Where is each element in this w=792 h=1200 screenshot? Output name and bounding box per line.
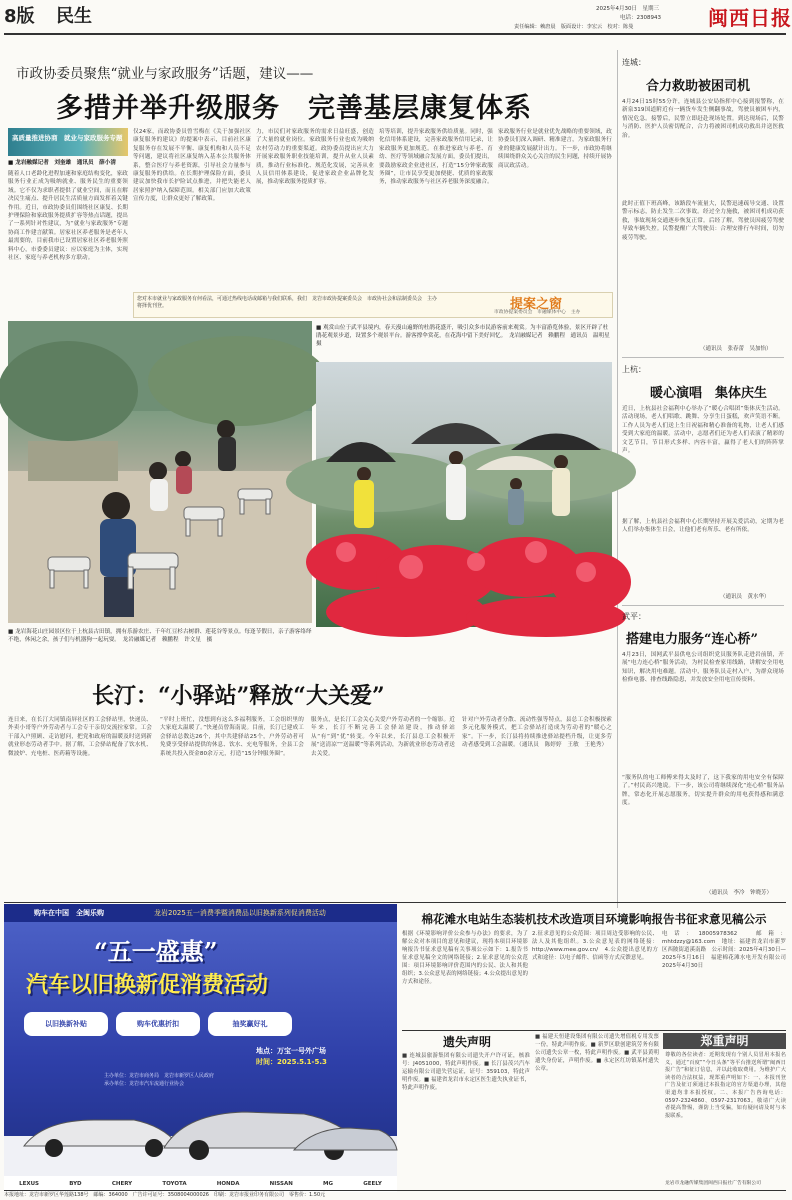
sidebar-text-2b: 据了解，上杭县社会福利中心长期坚持开展关爱活动，定期为老人们举办集体生日会，让他们老有所乐、老有所依。: [622, 519, 784, 534]
ad-rule: [4, 902, 786, 903]
lead-col-3: 力，市民们对家政服务的需求日益旺盛，创造了大量的就业岗位。家政服务行业也成为吸纳农村劳动力的重要渠道。政协委员提出应大力开展家政服务职业技能培训，提升从业人员素质，推动行业标准化、规范化发展，完善从业人员信用体系建设，促进家政企业品牌化发展，推动家政服务提质扩容。: [256, 129, 374, 186]
story2-col-4: 针对户外劳动者分散、流动性强等特点，县总工会积极探索多元化服务模式，把工会驿站打造成为劳动者的“暖心之家”。下一步，长汀县将持续推进驿站提档升级，让更多劳动者感受到工会温暖。（通讯员 陈婷婷 王敏 王艳秀）: [462, 717, 612, 749]
banner-text: 高质量推进协商 就业与家政服务专题: [12, 134, 123, 142]
sidebar-reporter-1: （通讯员 张春蕾 吴加怡）: [700, 346, 772, 352]
brand-logo: TOYOTA: [162, 1181, 187, 1187]
sidebar-divider-1: [622, 357, 784, 358]
paper-logo: 闽西日报: [708, 6, 792, 30]
story2-headline: 长汀：“小驿站”释放“大关爱”: [92, 683, 385, 709]
serious-title: 郑重声明: [663, 1033, 786, 1049]
sidebar-text-1: 4月24日15时55分许，连城县公安局指挥中心接到报警称，在新泉319国道附近有一辆货车发生侧翻事故，驾驶员被困车内，情况危急。接警后，民警立即赶赴现场处置。到达现场后，民警与消防、医护人员密切配合，合力将被困司机成功救出并送医救治。: [622, 99, 784, 139]
lead-col-2: 仅24家，而政协委员曾雪梅在《关于加强社区康复服务的建议》的提案中表示，目前社区康复服务存在发展不平衡、康复机构和人员不足等问题，建议将社区康复纳入基本公共服务体系，整合医疗与养老资源，引导社会力量参与康复服务的供给。在长期护理保险方面，委员建议加快我市长护险试点推进，并把失能老人居家照护纳入保障范围。相关部门应加大政策宣传力度，让群众更好了解政策。: [133, 129, 251, 203]
brand-logo: MG: [323, 1181, 334, 1187]
car-ad-cars-art: [4, 1076, 397, 1176]
brand-logo: CHERY: [111, 1181, 133, 1187]
notice-col-2: 2.征求意见的公众范围：项目周边受影响的公民、法人及其他组织。3.公众意见表的网络链接：http://www.mee.gov.cn/ 4.公众提出意见的方式和途径：以电子邮件、信函等方式反馈意见。: [532, 931, 658, 961]
issue-date: 2025年4月30日 星期三: [596, 6, 659, 12]
lost-col-1: ■ 连城县旅游集团有限公司遗失开户许可证，核准号：J4051000，特此声明作废。■ 长汀县茂兴汽车运输有限公司遗失营运证，证号：359103，特此声明作废。■ 福建省龙岩市永定区医生遗失执业证书，特此声明作废。: [402, 1053, 530, 1091]
editor-credits: 责任编辑：赖唐晨 版面设计：李宏云 校对：陈曼: [514, 24, 634, 30]
sidebar-head-1: 合力救助被困司机: [646, 79, 751, 94]
car-ad-org-2: 承办单位：龙岩市汽车流通行业协会: [104, 1081, 185, 1087]
lead-banner-image: [8, 128, 128, 156]
robot-dog-caption: ■ 龙岩海花山庄园景区位于上杭县古田镇，拥有乐游农庄、千年红豆杉古树群、莲花谷等景点。每逢节假日，亲子游客络绎不绝，休闲之余，孩子们与机器狗一起玩耍。 龙岩融媒记者 赖鹏程 许文星 摄: [8, 629, 312, 644]
car-ad-org-1: 主办单位：龙岩市商务局 龙岩市新罗区人民政府: [104, 1073, 215, 1079]
sidebar-loc-1: 连城：: [622, 58, 646, 67]
proposal-box-title: 提案之窗: [510, 297, 563, 312]
lead-kicker: 市政协委员聚焦“就业与家政服务”话题，建议——: [16, 66, 314, 82]
car-promo-ad: [4, 904, 397, 1192]
car-ad-big-1: “五一盛惠”: [94, 937, 218, 966]
lead-col-4: 培等培训，提升家政服务供给质量。同时，强化信用体系建设，完善家政服务信用记录，让家政服务更加规范。在推进家政与养老、育幼、医疗等领域融合发展方面，委员们提出，要鼓励家政企业进社区，打造“15分钟家政服务圈”，让市民享受更加便捷、优质的家政服务，推动家政服务与社区养老服务深度融合。: [379, 129, 493, 186]
lead-headline: 多措并举升级服务 完善基层康复体系: [56, 93, 532, 124]
sidebar-text-3: 4月23日，国网武平县供电公司组织党员服务队走进岩前镇，开展“电力连心桥”服务活动，为村民检查家用线路，讲解安全用电知识，解决用电难题。活动中，服务队员走村入户，为群众现场检修电器、排查线路隐患，并发放安全用电宣传资料。: [622, 652, 784, 684]
lost-col-2: ■ 福建天恒建设集团有限公司遗失增值税专用发票一份，特此声明作废。■ 新罗区联创建筑劳务有限公司遗失公章一枚，特此声明作废。■ 武平县黄明遗失身份证，声明作废。■ 永定区红坊镇某村遗失公章。: [535, 1034, 659, 1072]
serious-text: 尊敬的各位读者：近期发现有个别人员冒用本报名义，通过“百度”“今日头条”等平台推送所谓“闽西日报广告”和征订信息，并以此收取费用。为维护广大读者的合法权益，现郑重声明如下：一、本报刊登广告及征订须通过本报指定的官方渠道办理，其他渠道均非本报授权。二、本报广告咨询电话：0597-2324860、0597-2317063。敬请广大读者提高警惕，谨防上当受骗，如有疑问请及时与本报联系。: [665, 1052, 786, 1119]
story2-col-3: 服务点，是长汀工会关心关爱户外劳动者的一个缩影。近年来，长汀不断完善工会驿站建设，推动驿站从“有”到“优”转变。今年以来，长汀县总工会积极开展“送清凉”“送温暖”等系列活动，为新就业形态劳动者送去关爱。: [311, 717, 455, 757]
sidebar-text-3b: “服务队的电工师傅来得太及时了，这下我家的用电安全有保障了。”村民高兴地说。下一步，该公司将继续深化“连心桥”服务品牌，常态化开展志愿服务，切实提升群众的用电获得感和满意度。: [622, 775, 784, 807]
sidebar-head-3: 搭建电力服务“连心桥”: [626, 632, 758, 647]
page-number: 8版: [4, 6, 35, 27]
section-title: 民生: [56, 6, 92, 27]
serious-sign: 龙岩市龙融传媒集团闽西日报社广告有限公司: [665, 1181, 761, 1186]
car-ad-top-text-2: 龙岩2025五一消费季暨消费品以旧换新系列促消费活动: [154, 909, 326, 917]
car-ad-btn-2: 购车优惠折扣: [116, 1012, 200, 1036]
car-ad-place: 地点：万宝一号外广场: [256, 1047, 326, 1055]
brand-logo: NISSAN: [269, 1181, 293, 1187]
masthead-rule: [4, 33, 786, 35]
lead-byline: ■ 龙岩融媒记者 刘奎雄 通讯员 薛小清: [8, 160, 116, 166]
brand-logo: HONDA: [216, 1181, 240, 1187]
sidebar-divider-2: [622, 605, 784, 606]
sidebar-reporter-2: （通讯员 黄水华）: [720, 594, 770, 600]
proposal-box-sub: 市政协提案委员会 市融媒体中心 主办: [494, 310, 581, 315]
lost-title: 遗失声明: [442, 1035, 491, 1049]
car-ad-big-2: 汽车以旧换新促消费活动: [26, 972, 269, 998]
story2-col-2: “平时上班忙，没想到有这么多福利服务，工会组织里的大家庭太温暖了。”快递员曾海南说。目前，长汀已建成工会驿站总数达26个，其中共建驿站25个，户外劳动者可免费享受驿站提供的休息、饮水、充电等服务，全县工会系统共投入资金80余万元，打造“15分钟服务圈”。: [160, 717, 304, 757]
sidebar-loc-2: 上杭：: [622, 365, 646, 374]
lead-col-5: 家政服务行业是就业优先战略的重要领域，政协委员们深入调研、精准建言，为家政服务行业的健康发展献计出力。下一步，市政协将继续围绕群众关心关注的民生问题，持续开展协商议政活动。: [498, 129, 612, 169]
proposal-window-box: [133, 292, 613, 318]
footer-text: 本报地址：龙岩市新罗区华莲路138号 邮编：364000 广告许可证号：3508004000026 印刷：龙岩市报业印务有限公司 零售价：1.50元: [4, 1192, 326, 1198]
story2-col-1: 连日来，在长汀大同镇南屏社区的工会驿站里，快递员、外卖小哥等户外劳动者与工会专干亲切交流拉家常。工会干部入户照顾、走访慰问，把党和政府的温暖及时送到新就业形态劳动者手中。据了解，工会驿站配备了饮水机、微波炉、充电桩、医药箱等设施。: [8, 717, 152, 757]
sidebar-head-2: 暖心演唱 集体庆生: [650, 386, 768, 401]
notice-col-3: 电话：18005978362 邮箱：mhtdzzy@163.com 地址：福建省龙岩市新罗区西陂街道溪南路 公示时间：2025年4月30日—2025年5月16日 福建棉花滩水电开发有限公司 2025年4月30日: [662, 931, 792, 969]
sidebar-loc-3: 武平：: [622, 612, 646, 621]
proposal-box-text-1: 您对本市就业与家政服务有何看法，可通过热线电话或邮箱与我们联系，我们将择优刊登。: [137, 296, 308, 309]
notice-col-1: 根据《环境影响评价公众参与办法》的要求，为了解公众对本项目的意见和建议，现将本项目环境影响报告书征求意见稿有关事项公示如下：1.报告书征求意见稿全文的网络链接；2.征求意见的公众范围：项目环境影响评价范围内的公民、法人和其他组织；3.公众意见表的网络链接；4.公众提出意见的方式和途径。: [402, 931, 528, 985]
sidebar-text-1b: 此时正值下班高峰，该路段车流量大，民警迅速疏导交通、设置警示标志，防止发生二次事故。经过全力施救，被困司机成功获救，事故现场交通逐步恢复正常。后经了解，驾驶员因疲劳驾驶导致车辆失控。民警提醒广大驾驶员：合理安排行车时间，切勿疲劳驾驶。: [622, 201, 784, 241]
car-ad-top-text: 购车在中国 全闽乐购: [34, 909, 104, 917]
robot-dog-photo-art: [8, 321, 312, 623]
robot-dog-photo: [8, 321, 312, 623]
car-ad-btn-3: 抽奖赢好礼: [208, 1012, 292, 1036]
brand-logo: BYD: [69, 1181, 82, 1187]
car-ad-time: 时间：2025.5.1-5.3: [256, 1058, 327, 1066]
notice-divider: [402, 1030, 786, 1031]
sidebar-text-2: 近日，上杭县社会福利中心举办了“暖心合唱团”集体庆生活动。活动现场，老人们唱歌、跳舞、分享生日蛋糕，欢声笑语不断。工作人员为老人们送上生日祝福和精心准备的礼物，让老人们感受到大家庭的温暖。活动中，志愿者们还为老人们表演了精彩的文艺节目，节目形式多样、内容丰富，赢得了老人们的阵阵掌声。: [622, 406, 784, 455]
azalea-caption: ■ 观赏山位于武平县境内，春天漫山遍野的杜鹃花盛开，吸引众多市民游客前来观赏。为丰富游览体验，景区开辟了杜鹃花观景步道，设置多个观景平台。游客撑伞赏花，在花海中留下美好回忆。 龙岩融媒记者 赖鹏程 通讯员 温明星 摄: [316, 325, 616, 348]
notice-title: 棉花滩水电站生态装机技术改造项目环境影响报告书征求意见稿公示: [421, 912, 767, 926]
brand-logo: GEELY: [363, 1181, 382, 1187]
lead-col-1: 随着人口老龄化进程加速和家庭结构变化，家政服务行业正成为吸纳就业、服务民生的重要领域。它不仅为求职者提供了就业空间，而且在解决民生痛点、提升居民生活质量方面发挥着关键作用。近日，市政协委员们围绕社区康复、长期护理保险和家政服务提质扩容等热点话题，提出了一系列针对性建议，为“就业与家政服务”专题协商工作建言献策。居家社区养老服务是老年人最需要的，目前我市已设置居家社区养老服务照料中心，市委委员建议：应以家庭为主体，实现社区、家庭与养老机构多方联动。: [8, 171, 128, 262]
footer-rule: [4, 1190, 786, 1191]
issue-phone: 电话：2308943: [620, 15, 661, 21]
car-ad-btn-1: 以旧换新补贴: [24, 1012, 108, 1036]
sidebar-reporter-3: （通讯员 李冷 钟晓芳）: [706, 890, 773, 896]
brand-logo: LEXUS: [19, 1181, 40, 1187]
proposal-box-text-2: 龙岩市政协提案委员会 市政协社会和法制委员会 主办: [312, 296, 438, 302]
azalea-umbrella-photo: [316, 362, 612, 627]
azalea-photo-art: [316, 362, 612, 627]
